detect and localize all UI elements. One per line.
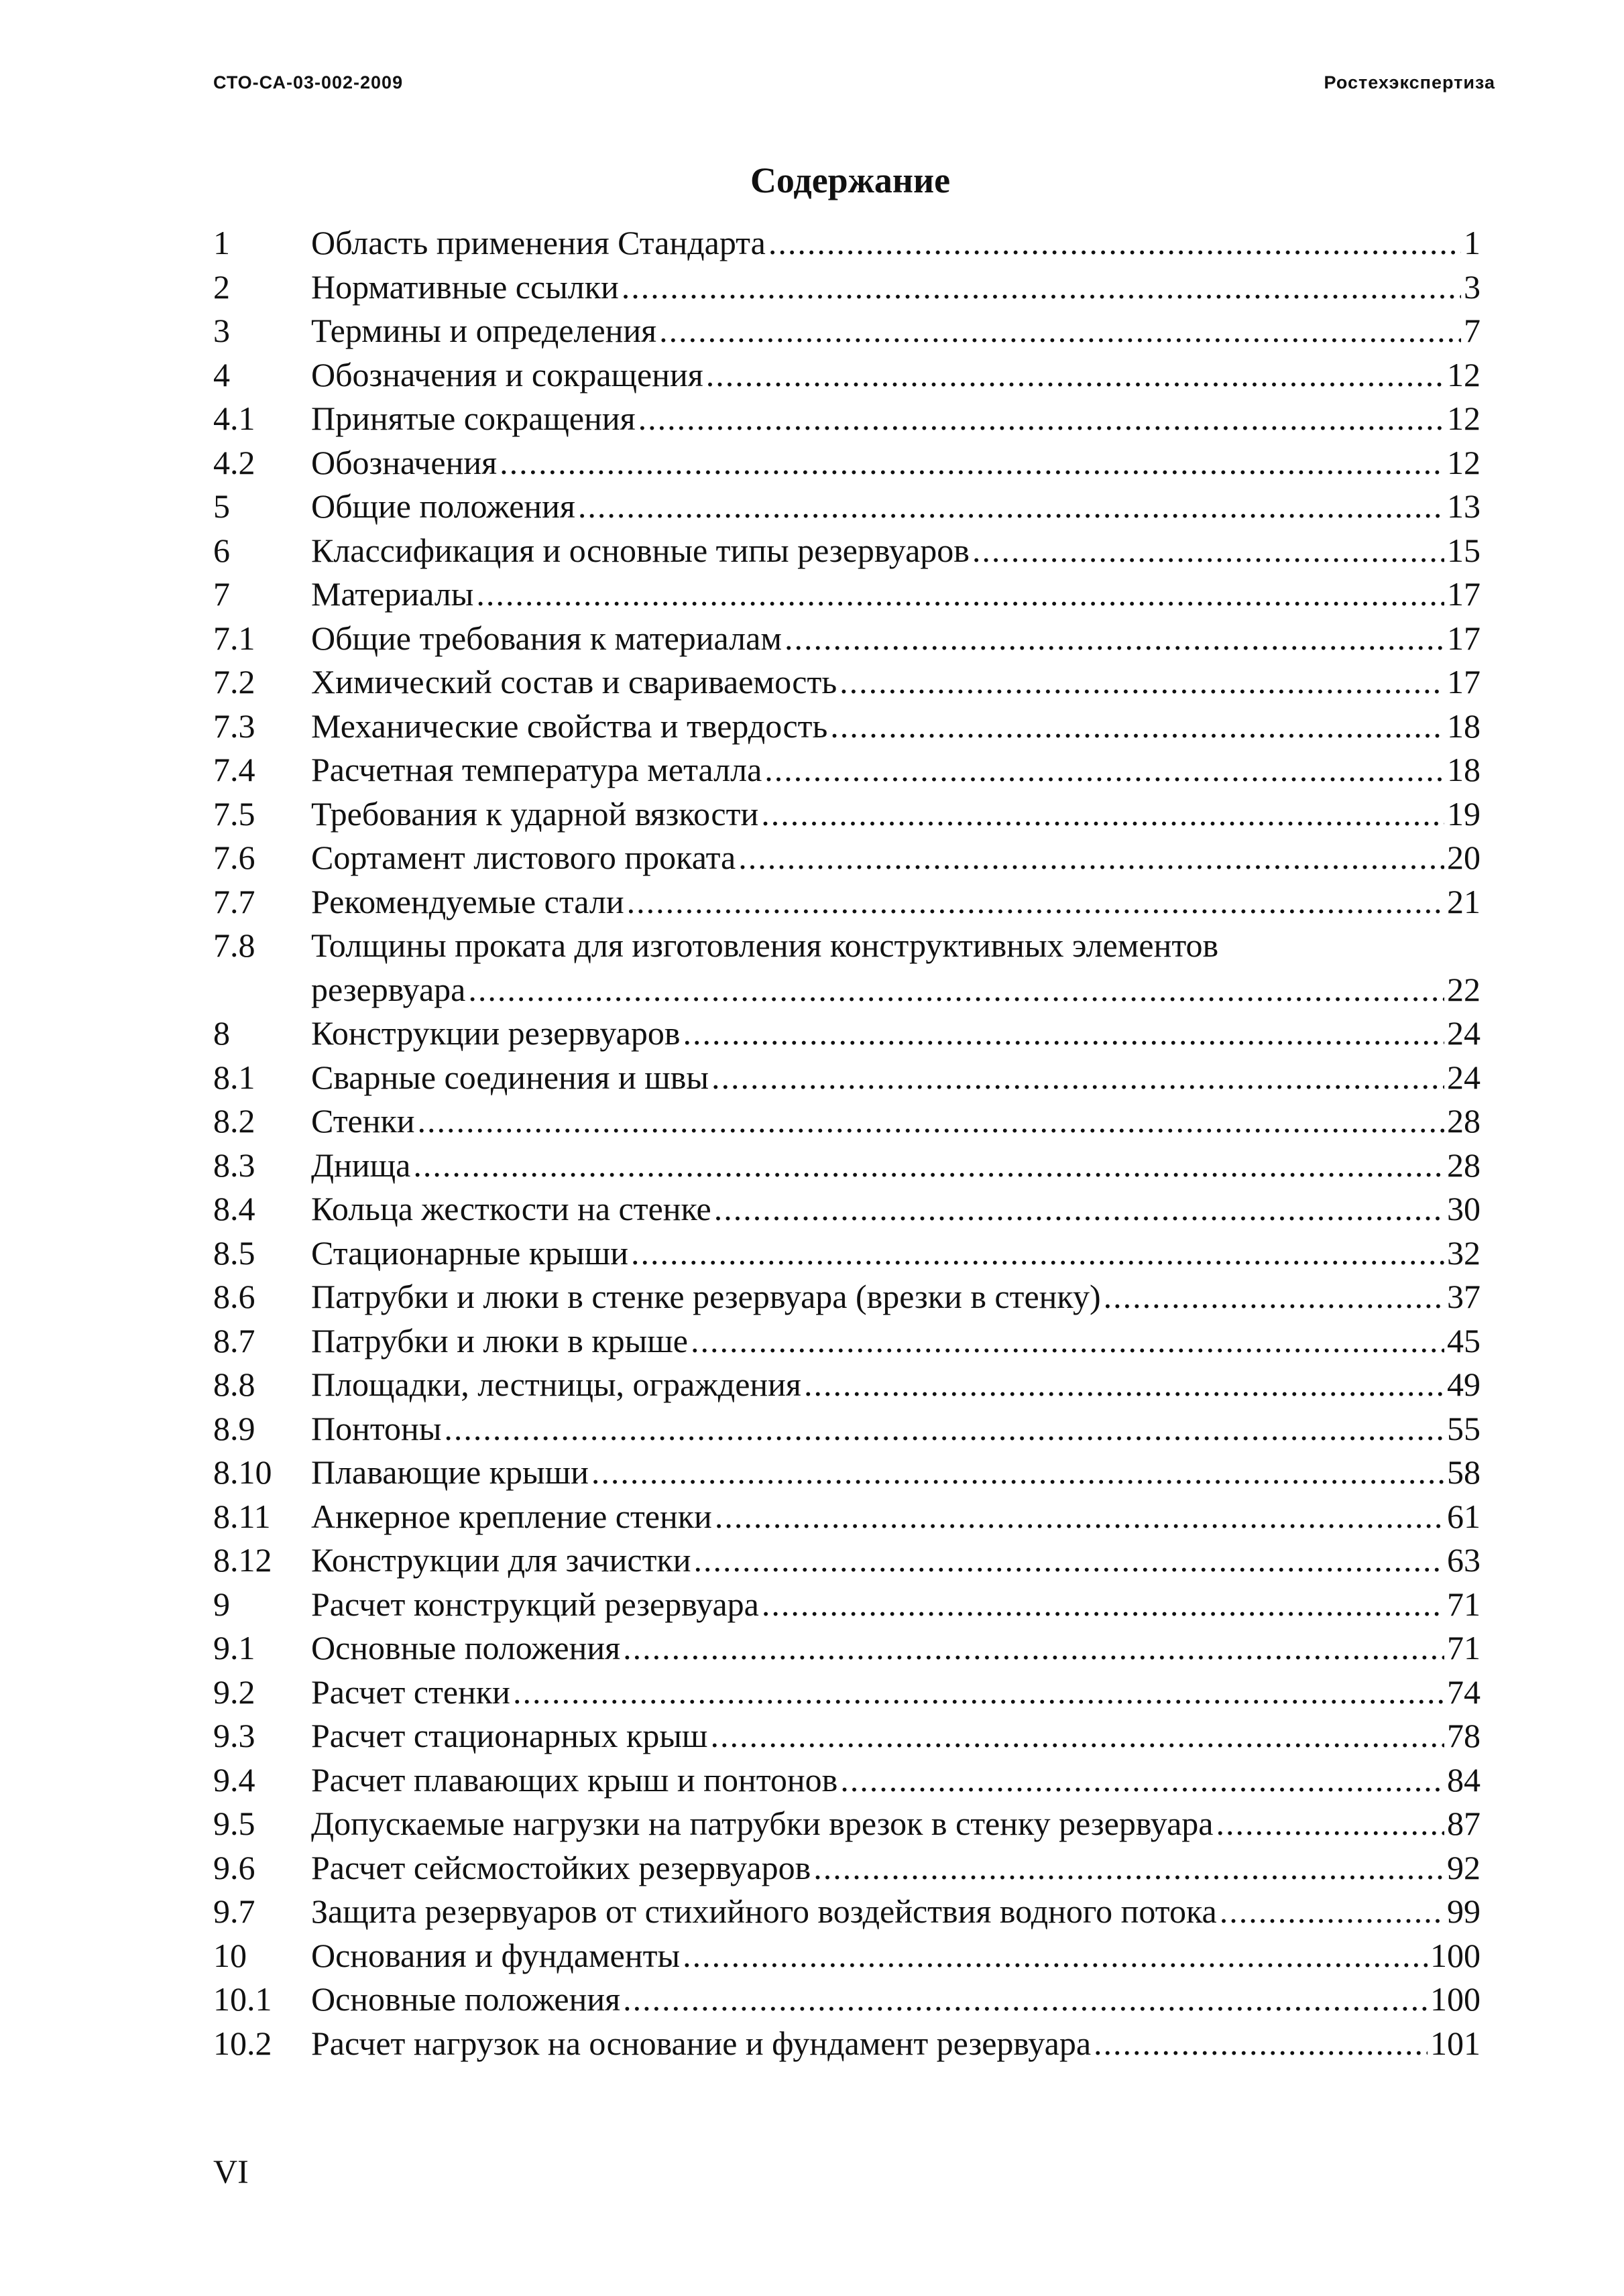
toc-entry[interactable] — [213, 1012, 1481, 1056]
toc-entry[interactable] — [213, 572, 1481, 617]
toc-entry-number: 9.3 — [213, 1717, 255, 1754]
toc-entry-number: 7.7 — [213, 882, 255, 920]
toc-entry[interactable] — [213, 1890, 1481, 1934]
toc-entry-page: 1 — [1464, 224, 1481, 261]
toc-entry-title: Допускаемые нагрузки на патрубки врезок в стенку резервуара — [311, 1805, 1214, 1842]
toc-entry-page: 21 — [1447, 882, 1481, 920]
toc-entry[interactable] — [213, 1538, 1481, 1583]
toc-entry[interactable] — [213, 1671, 1481, 1715]
dot-leader — [738, 836, 1444, 880]
dot-leader — [683, 1934, 1428, 1978]
toc-entry[interactable] — [213, 1978, 1481, 2022]
toc-entry-number: 8.12 — [213, 1541, 272, 1579]
toc-entry-title: Стенки — [311, 1102, 415, 1140]
dot-leader — [444, 1407, 1444, 1451]
toc-entry[interactable] — [213, 748, 1481, 792]
toc-entry[interactable] — [213, 397, 1481, 441]
toc-entry-number: 9 — [213, 1585, 230, 1623]
toc-entry-number: 10 — [213, 1936, 247, 1974]
toc-entry-title: Конструкции для зачистки — [311, 1541, 691, 1579]
toc-entry[interactable] — [213, 1187, 1481, 1231]
dot-leader — [500, 441, 1444, 485]
dot-leader — [691, 1319, 1444, 1364]
toc-entry-title: Основные положения — [311, 1980, 621, 2018]
toc-entry-number: 4.1 — [213, 400, 255, 437]
dot-leader — [683, 1012, 1444, 1056]
toc-entry[interactable] — [213, 924, 1481, 1012]
toc-entry-page: 12 — [1447, 443, 1481, 481]
toc-entry-page: 12 — [1447, 400, 1481, 437]
toc-entry-number: 8.11 — [213, 1497, 271, 1535]
toc-entry-page: 13 — [1447, 487, 1481, 525]
toc-entry-title: Патрубки и люки в стенке резервуара (врезки в стенку) — [311, 1278, 1101, 1315]
dot-leader — [413, 1144, 1444, 1188]
toc-entry-page: 74 — [1447, 1673, 1481, 1711]
toc-entry[interactable] — [213, 1363, 1481, 1407]
toc-entry[interactable] — [213, 705, 1481, 749]
publisher-name: Ростехэкспертиза — [1324, 72, 1495, 93]
toc-entry-title: Сварные соединения и швы — [311, 1058, 709, 1096]
toc-entry-number: 5 — [213, 487, 230, 525]
toc-entry[interactable] — [213, 1231, 1481, 1276]
toc-entry-number: 9.5 — [213, 1805, 255, 1842]
dot-leader — [476, 572, 1444, 617]
toc-entry-title: Термины и определения — [311, 312, 657, 349]
toc-entry-title: Рекомендуемые стали — [311, 882, 624, 920]
toc-entry-title: Принятые сокращения — [311, 400, 636, 437]
toc-entry-title: Общие положения — [311, 487, 575, 525]
toc-entry-number: 8.6 — [213, 1278, 255, 1315]
toc-entry-title: Плавающие крыши — [311, 1453, 589, 1491]
toc-entry[interactable] — [213, 485, 1481, 529]
dot-leader — [706, 353, 1444, 398]
toc-entry-title: Обозначения и сокращения — [311, 355, 703, 394]
toc-entry[interactable] — [213, 1144, 1481, 1188]
toc-entry-number: 8.1 — [213, 1058, 255, 1096]
toc-entry-number: 8.8 — [213, 1366, 255, 1403]
toc-entry-title-continued: резервуара — [311, 970, 466, 1008]
toc-entry-title: Классификация и основные типы резервуаров — [311, 531, 970, 569]
toc-entry-page: 78 — [1447, 1717, 1481, 1754]
toc-entry-number: 9.4 — [213, 1760, 255, 1799]
toc-entry-page: 15 — [1447, 531, 1481, 569]
toc-entry-title: Нормативные ссылки — [311, 267, 619, 306]
dot-leader — [623, 1626, 1444, 1671]
toc-entry-title: Конструкции резервуаров — [311, 1014, 681, 1052]
toc-entry-page: 18 — [1447, 707, 1481, 745]
toc-entry-page: 37 — [1447, 1278, 1481, 1315]
toc-entry-page: 58 — [1447, 1453, 1481, 1491]
toc-entry-number: 4.2 — [213, 443, 255, 481]
toc-entry-page: 32 — [1447, 1233, 1481, 1272]
toc-entry-number: 9.7 — [213, 1892, 255, 1930]
table-of-contents — [213, 221, 1481, 2065]
toc-entry[interactable] — [213, 1714, 1481, 1758]
toc-entry[interactable] — [213, 836, 1481, 880]
dot-leader — [711, 1056, 1444, 1100]
toc-entry-title: Основные положения — [311, 1629, 621, 1667]
dot-leader — [830, 705, 1444, 749]
toc-entry-number: 1 — [213, 224, 230, 261]
document-code: СТО-СА-03-002-2009 — [213, 72, 404, 93]
toc-entry[interactable] — [213, 1846, 1481, 1890]
toc-entry-title: Материалы — [311, 575, 474, 613]
toc-entry-page: 71 — [1447, 1585, 1481, 1623]
toc-entry[interactable] — [213, 2022, 1481, 2066]
dot-leader — [638, 397, 1444, 441]
toc-entry-page: 3 — [1464, 267, 1481, 306]
toc-entry-number: 9.1 — [213, 1629, 255, 1667]
toc-entry-number: 7.2 — [213, 663, 255, 701]
toc-entry-title: Сортамент листового проката — [311, 839, 736, 876]
toc-entry-title: Область применения Стандарта — [311, 224, 766, 261]
toc-entry-page: 24 — [1447, 1014, 1481, 1052]
toc-entry-number: 8.5 — [213, 1233, 255, 1272]
dot-leader — [1220, 1890, 1444, 1934]
toc-entry-title: Требования к ударной вязкости — [311, 794, 759, 833]
toc-entry-title: Защита резервуаров от стихийного воздействия водного потока — [311, 1892, 1217, 1930]
toc-entry-number: 2 — [213, 267, 230, 306]
dot-leader — [631, 1231, 1444, 1276]
toc-entry-title: Расчет стенки — [311, 1673, 510, 1711]
toc-entry-page: 17 — [1447, 575, 1481, 613]
toc-entry-number: 9.2 — [213, 1673, 255, 1711]
dot-leader — [710, 1714, 1444, 1758]
toc-entry[interactable] — [213, 792, 1481, 837]
toc-entry-title: Кольца жесткости на стенке — [311, 1190, 711, 1227]
toc-entry[interactable] — [213, 1056, 1481, 1100]
toc-entry[interactable] — [213, 1758, 1481, 1803]
dot-leader — [623, 1978, 1428, 2022]
page-title: Содержание — [750, 160, 951, 200]
toc-entry-page: 55 — [1447, 1409, 1481, 1447]
toc-entry-page: 19 — [1447, 794, 1481, 833]
dot-leader — [513, 1671, 1444, 1715]
toc-entry-page: 28 — [1447, 1102, 1481, 1140]
toc-entry[interactable] — [213, 1319, 1481, 1364]
toc-entry-title: Толщины проката для изготовления конструктивных элементов — [311, 926, 1219, 964]
toc-entry-page: 99 — [1447, 1892, 1481, 1930]
toc-entry[interactable] — [213, 880, 1481, 924]
toc-entry[interactable] — [213, 1626, 1481, 1671]
toc-entry[interactable] — [213, 1934, 1481, 1978]
toc-entry-title: Понтоны — [311, 1409, 442, 1447]
toc-entry-number: 7 — [213, 575, 230, 613]
toc-entry-title: Химический состав и свариваемость — [311, 663, 837, 701]
toc-entry-page: 87 — [1447, 1805, 1481, 1842]
toc-entry[interactable] — [213, 221, 1481, 265]
toc-entry[interactable] — [213, 617, 1481, 661]
toc-entry-title: Днища — [311, 1146, 411, 1184]
dot-leader — [578, 485, 1444, 529]
toc-entry-title: Расчет плавающих крыш и понтонов — [311, 1760, 838, 1799]
dot-leader — [840, 1758, 1444, 1803]
dot-leader — [768, 221, 1461, 265]
toc-entry-number: 8.3 — [213, 1146, 255, 1184]
toc-entry-number: 7.8 — [213, 926, 255, 964]
toc-entry-title: Расчетная температура металла — [311, 751, 762, 788]
dot-leader — [468, 968, 1444, 1012]
toc-entry-page: 7 — [1464, 312, 1481, 349]
toc-entry-number: 7.1 — [213, 619, 255, 657]
toc-entry-title: Общие требования к материалам — [311, 619, 782, 657]
toc-entry-page: 63 — [1447, 1541, 1481, 1579]
toc-entry-title: Площадки, лестницы, ограждения — [311, 1366, 801, 1403]
toc-entry-page: 71 — [1447, 1629, 1481, 1667]
dot-leader — [762, 1583, 1444, 1627]
page-number: VI — [213, 2153, 249, 2190]
toc-entry-title: Механические свойства и твердость — [311, 707, 828, 745]
dot-leader — [591, 1451, 1444, 1495]
toc-entry-title: Стационарные крыши — [311, 1233, 628, 1272]
toc-entry[interactable] — [213, 1099, 1481, 1144]
toc-entry-number: 8.10 — [213, 1453, 272, 1491]
toc-entry[interactable] — [213, 1451, 1481, 1495]
toc-entry-title: Основания и фундаменты — [311, 1936, 681, 1974]
toc-entry-number: 7.6 — [213, 839, 255, 876]
toc-entry[interactable] — [213, 441, 1481, 485]
toc-entry[interactable] — [213, 265, 1481, 310]
dot-leader — [659, 309, 1461, 353]
toc-entry-number: 4 — [213, 355, 230, 394]
dot-leader — [785, 617, 1444, 661]
toc-entry-page: 92 — [1447, 1848, 1481, 1886]
toc-entry-title: Обозначения — [311, 443, 498, 481]
toc-entry[interactable] — [213, 660, 1481, 705]
toc-entry-title: Расчет сейсмостойких резервуаров — [311, 1848, 811, 1886]
toc-entry[interactable] — [213, 1495, 1481, 1539]
dot-leader — [839, 660, 1444, 705]
toc-entry-page: 100 — [1430, 1936, 1481, 1974]
dot-leader — [1094, 2022, 1428, 2066]
dot-leader — [622, 265, 1461, 310]
dot-leader — [418, 1099, 1444, 1144]
toc-entry-number: 10.1 — [213, 1980, 272, 2018]
toc-entry-number: 9.6 — [213, 1848, 255, 1886]
dot-leader — [1104, 1275, 1444, 1319]
toc-entry-page: 20 — [1447, 839, 1481, 876]
toc-entry[interactable] — [213, 1802, 1481, 1846]
toc-entry-number: 8.2 — [213, 1102, 255, 1140]
toc-entry-page: 22 — [1447, 970, 1481, 1008]
toc-entry-page: 12 — [1447, 355, 1481, 394]
toc-entry-number: 7.3 — [213, 707, 255, 745]
toc-entry-number: 8.9 — [213, 1409, 255, 1447]
toc-entry-number: 10.2 — [213, 2024, 272, 2062]
toc-entry-title: Расчет конструкций резервуара — [311, 1585, 759, 1623]
dot-leader — [694, 1538, 1444, 1583]
toc-entry-page: 24 — [1447, 1058, 1481, 1096]
toc-entry-page: 101 — [1430, 2024, 1481, 2062]
toc-entry[interactable] — [213, 1583, 1481, 1627]
dot-leader — [1216, 1802, 1444, 1846]
toc-entry[interactable] — [213, 529, 1481, 573]
toc-entry-number: 3 — [213, 312, 230, 349]
dot-leader — [714, 1187, 1444, 1231]
toc-entry-number: 6 — [213, 531, 230, 569]
dot-leader — [764, 748, 1444, 792]
toc-entry-title: Анкерное крепление стенки — [311, 1497, 712, 1535]
toc-entry-page: 17 — [1447, 663, 1481, 701]
dot-leader — [715, 1495, 1444, 1539]
toc-entry-page: 17 — [1447, 619, 1481, 657]
toc-entry-title: Расчет стационарных крыш — [311, 1717, 708, 1754]
dot-leader — [804, 1363, 1444, 1407]
toc-entry-page: 49 — [1447, 1366, 1481, 1403]
toc-entry-number: 8.4 — [213, 1190, 255, 1227]
toc-entry-title: Расчет нагрузок на основание и фундамент резервуара — [311, 2024, 1092, 2062]
toc-entry[interactable] — [213, 1407, 1481, 1451]
toc-entry-page: 30 — [1447, 1190, 1481, 1227]
toc-entry-number: 8 — [213, 1014, 230, 1052]
toc-entry-number: 8.7 — [213, 1321, 255, 1360]
toc-entry-page: 100 — [1430, 1980, 1481, 2018]
dot-leader — [813, 1846, 1444, 1890]
toc-entry-number: 7.5 — [213, 794, 255, 833]
toc-entry-page: 84 — [1447, 1760, 1481, 1799]
toc-entry[interactable] — [213, 1275, 1481, 1319]
toc-entry-page: 61 — [1447, 1497, 1481, 1535]
toc-entry-title: Патрубки и люки в крыше — [311, 1321, 688, 1360]
dot-leader — [972, 529, 1444, 573]
toc-entry-page: 45 — [1447, 1321, 1481, 1360]
toc-entry-page: 18 — [1447, 751, 1481, 788]
toc-entry-number: 7.4 — [213, 751, 255, 788]
dot-leader — [761, 792, 1444, 837]
toc-entry-page: 28 — [1447, 1146, 1481, 1184]
dot-leader — [627, 880, 1444, 924]
toc-entry[interactable] — [213, 309, 1481, 353]
toc-entry[interactable] — [213, 353, 1481, 398]
